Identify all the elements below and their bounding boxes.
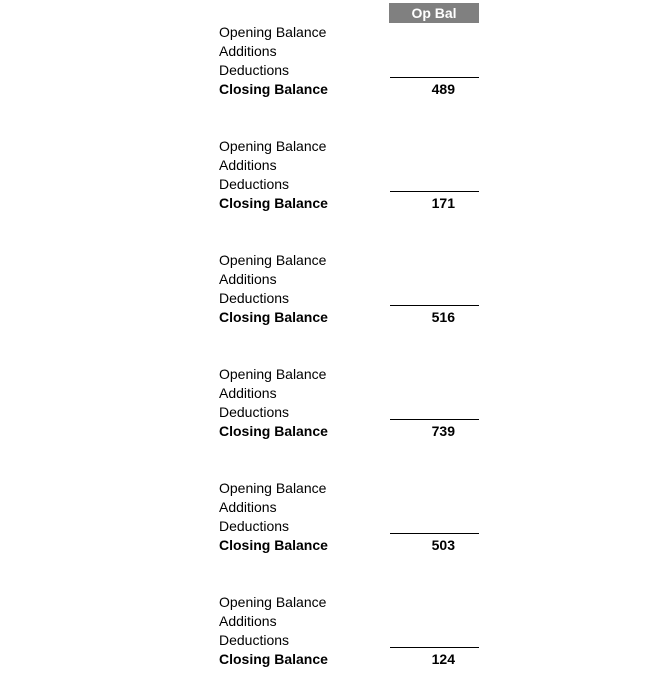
closing-balance-value: 516 — [431, 309, 455, 325]
additions-label: Additions — [219, 157, 277, 173]
closing-balance-label: Closing Balance — [219, 651, 328, 667]
closing-balance-value: 124 — [431, 651, 455, 667]
deductions-label: Deductions — [219, 518, 290, 534]
opening-balance-label: Opening Balance — [219, 480, 327, 496]
deductions-label: Deductions — [219, 62, 290, 78]
closing-balance-value: 739 — [431, 423, 455, 439]
balance-block — [0, 479, 669, 574]
closing-balance-label: Closing Balance — [219, 537, 328, 553]
closing-balance-label: Closing Balance — [219, 81, 328, 97]
balance-block — [0, 137, 669, 232]
total-underline — [390, 647, 479, 648]
additions-label: Additions — [219, 271, 277, 287]
total-underline — [390, 305, 479, 306]
opening-balance-label: Opening Balance — [219, 138, 327, 154]
closing-balance-value: 503 — [431, 537, 455, 553]
deductions-label: Deductions — [219, 404, 290, 420]
additions-label: Additions — [219, 43, 277, 59]
column-header-op-bal: Op Bal — [389, 3, 479, 23]
closing-balance-value: 489 — [431, 81, 455, 97]
closing-balance-value: 171 — [431, 195, 455, 211]
balance-block — [0, 593, 669, 688]
opening-balance-label: Opening Balance — [219, 366, 327, 382]
deductions-label: Deductions — [219, 176, 290, 192]
opening-balance-label: Opening Balance — [219, 594, 327, 610]
total-underline — [390, 191, 479, 192]
balance-block — [0, 251, 669, 346]
total-underline — [390, 533, 479, 534]
additions-label: Additions — [219, 499, 277, 515]
total-underline — [390, 419, 479, 420]
balance-block — [0, 365, 669, 460]
additions-label: Additions — [219, 385, 277, 401]
balance-block — [0, 23, 669, 118]
closing-balance-label: Closing Balance — [219, 195, 328, 211]
deductions-label: Deductions — [219, 632, 290, 648]
closing-balance-label: Closing Balance — [219, 309, 328, 325]
deductions-label: Deductions — [219, 290, 290, 306]
opening-balance-label: Opening Balance — [219, 252, 327, 268]
additions-label: Additions — [219, 613, 277, 629]
opening-balance-label: Opening Balance — [219, 24, 327, 40]
closing-balance-label: Closing Balance — [219, 423, 328, 439]
total-underline — [390, 77, 479, 78]
